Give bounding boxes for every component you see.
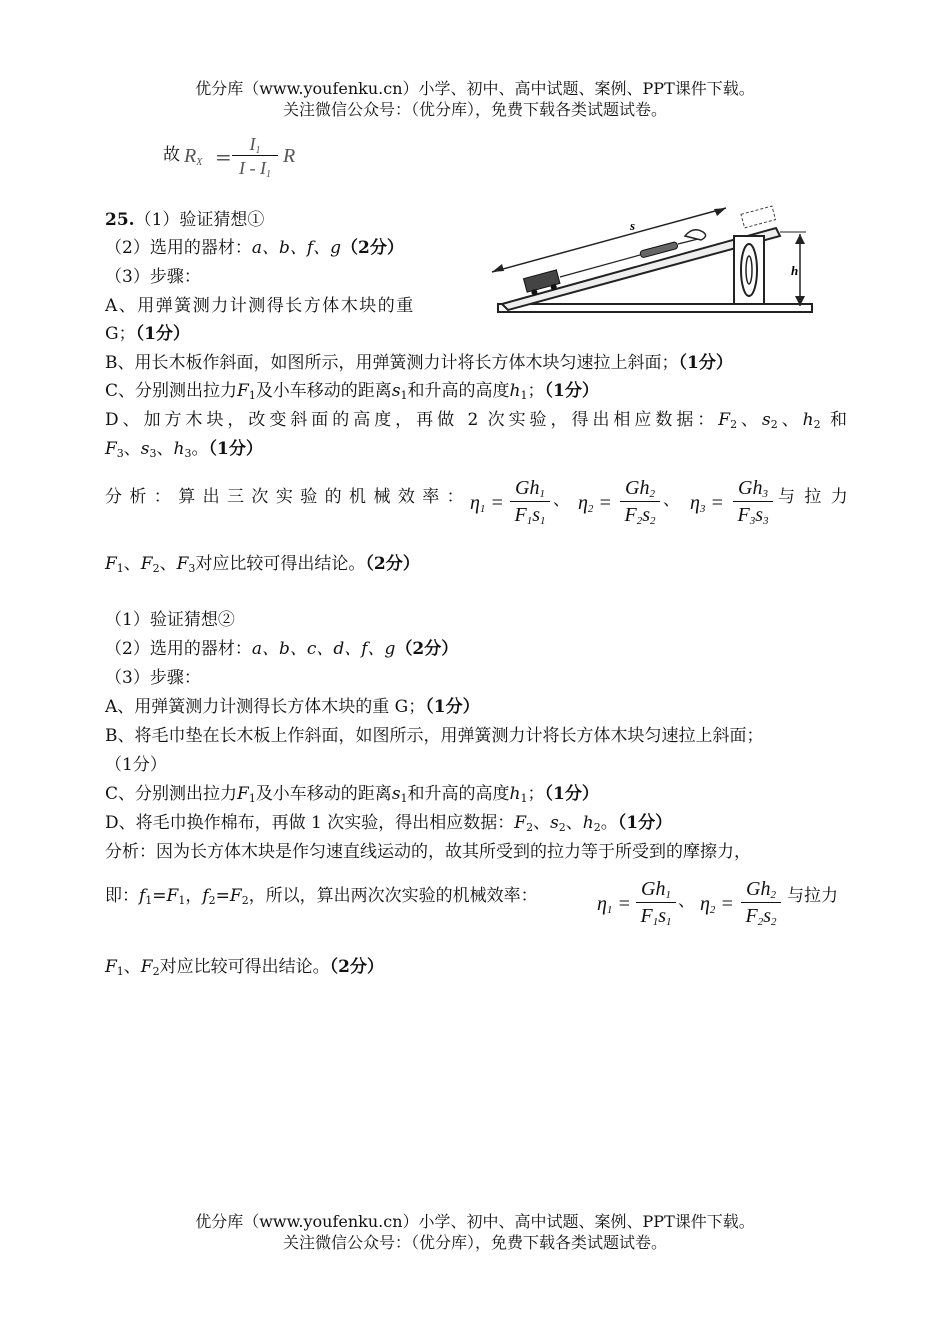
q25-analysis2-line1: 分析：因为长方体木块是作匀速直线运动的，故其所受到的拉力等于所受到的摩擦力， <box>105 842 751 862</box>
eta2-fraction-b: $Gh_2$ $F_2s_2$ <box>741 877 781 928</box>
q25-step-d-line1: D、加方木块，改变斜面的高度，再做 2 次实验，得出相应数据：$F_2$、$s_2$、$h_2$ 和 <box>105 410 847 431</box>
support-block <box>734 236 764 304</box>
formula-lhs: $R_X$ <box>184 145 203 168</box>
formula-prefix: 故 <box>163 145 180 165</box>
page-header-line1: 优分库（www.youfenku.cn）小学、初中、高中试题、案例、PPT课件下载。 <box>195 79 755 98</box>
q25-step-d-line2: $F_3$、$s_3$、$h_3$。（1分） <box>105 439 263 460</box>
base-board <box>498 304 812 312</box>
page-footer-line2: 关注微信公众号：（优分库），免费下载各类试题试卷。 <box>282 1233 667 1252</box>
q25-part1-title: 25.（1）验证猜想① <box>105 210 265 230</box>
q25-part1-materials: （2）选用的器材：a、b、f、g（2分） <box>105 238 404 258</box>
equals-sign: = <box>215 145 232 169</box>
eta2-symbol-b: $\eta_2$ = <box>700 893 734 916</box>
page-header-line2: 关注微信公众号：（优分库），免费下载各类试题试卷。 <box>282 100 667 119</box>
q25-step-c: C、分别测出拉力$F_1$及小车移动的距离$s_1$和升高的高度$h_1$；（1分） <box>105 381 599 402</box>
q25-analysis2-end: $F_1$、$F_2$对应比较可得出结论。（2分） <box>105 957 384 978</box>
formula-tail: R <box>283 145 296 167</box>
q25-analysis1-tail: 与 拉 力 <box>778 487 850 507</box>
hand <box>685 230 706 240</box>
q25-part2-materials: （2）选用的器材：a、b、c、d、f、g（2分） <box>105 639 459 659</box>
q25-part2-step-b-score: （1分） <box>105 755 167 775</box>
eta3-fraction: $Gh_3$ $F_3s_3$ <box>733 476 773 527</box>
page-footer-line1: 优分库（www.youfenku.cn）小学、初中、高中试题、案例、PPT课件下载。 <box>195 1212 755 1231</box>
q25-analysis1-end: $F_1$、$F_2$、$F_3$对应比较可得出结论。（2分） <box>105 554 420 575</box>
q25-analysis1-lead: 分 析 ： 算 出 三 次 实 验 的 机 械 效 率 ： <box>105 487 465 507</box>
eta1-symbol-b: $\eta_1$ = <box>597 893 631 916</box>
q25-part2-step-d: D、将毛巾换作棉布，再做 1 次实验，得出相应数据：$F_2$、$s_2$、$h_2$。（1分） <box>105 813 673 834</box>
label-s: s <box>630 218 636 233</box>
incline-diagram <box>480 200 820 320</box>
q25-part2-step-c: C、分别测出拉力$F_1$及小车移动的距离$s_1$和升高的高度$h_1$；（1分） <box>105 784 599 805</box>
eta1-symbol: $\eta_1$ = <box>470 492 504 515</box>
q25-part2-title: （1）验证猜想② <box>105 610 235 630</box>
eta2-fraction: $Gh_2$ $F_2s_2$ <box>620 476 660 527</box>
separator: 、 <box>678 891 695 911</box>
q25-part2-step-b: B、将毛巾垫在长木板上作斜面，如图所示，用弹簧测力计将长方体木块匀速拉上斜面； <box>105 726 764 746</box>
separator: 、 <box>663 490 680 510</box>
label-h: h <box>791 263 799 278</box>
s-arrow <box>492 208 726 272</box>
q25-analysis2-tail: 与拉力 <box>787 886 838 906</box>
q25-part2-steps-label: （3）步骤： <box>105 668 201 688</box>
q25-step-a-line2: G；（1分） <box>105 324 190 344</box>
q25-steps-label: （3）步骤： <box>105 267 201 287</box>
eta2-symbol: $\eta_2$ = <box>578 492 612 515</box>
q25-part2-step-a: A、用弹簧测力计测得长方体木块的重 G；（1分） <box>105 697 480 717</box>
cart-dashed <box>741 206 776 228</box>
eta1-fraction: $Gh_1$ $F_1s_1$ <box>510 476 550 527</box>
eta3-symbol: $\eta_3$ = <box>690 492 724 515</box>
spring-scale <box>640 241 679 258</box>
q25-step-a-line1: A、用弹簧测力计测得长方体木块的重 <box>105 296 415 316</box>
q25-analysis2-line2: 即：$f_1=F_1$，$f_2=F_2$，所以，算出两次次实验的机械效率： <box>105 886 538 907</box>
separator: 、 <box>553 490 570 510</box>
eta1-fraction-b: $Gh_1$ $F_1s_1$ <box>636 877 676 928</box>
q25-step-b: B、用长木板作斜面，如图所示，用弹簧测力计将长方体木块匀速拉上斜面；（1分） <box>105 353 733 373</box>
formula-fraction: $I_1$ I - $I_1$ <box>232 134 278 179</box>
